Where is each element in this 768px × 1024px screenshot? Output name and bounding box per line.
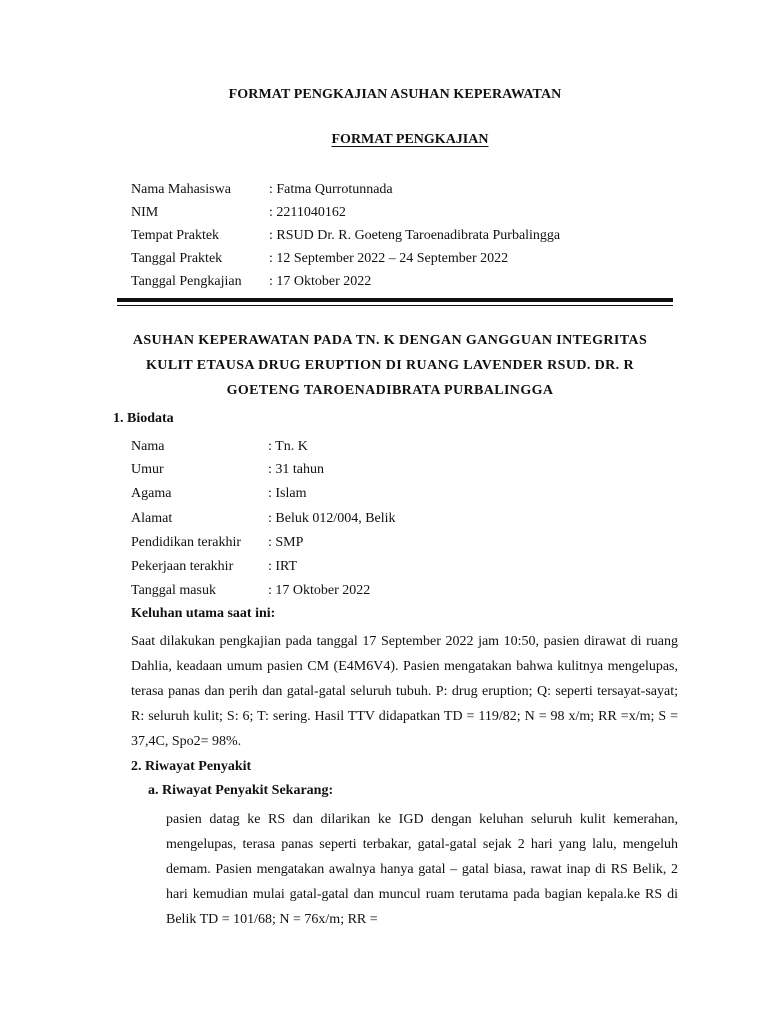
divider-thick (117, 298, 673, 302)
student-info-value: : Fatma Qurrotunnada (269, 182, 393, 197)
biodata-value: : IRT (268, 559, 298, 574)
biodata-label: Umur (131, 462, 164, 477)
document-title: FORMAT PENGKAJIAN ASUHAN KEPERAWATAN (228, 87, 562, 102)
biodata-row (131, 435, 396, 458)
biodata-value: : SMP (268, 535, 304, 550)
biodata-row (131, 579, 396, 603)
student-info-row (131, 201, 560, 224)
biodata-label: Agama (131, 486, 172, 501)
biodata-value: : Beluk 012/004, Belik (268, 511, 396, 526)
case-heading (100, 328, 680, 403)
student-info-label: Tanggal Praktek (131, 251, 223, 266)
keluhan-paragraph: Saat dilakukan pengkajian pada tanggal 17 September 2022 jam 10:50, pasien dirawat di ruang Dahlia, keadaan umum pasien CM (E4M6V4). Pasien mengatakan bahwa kulitnya mengelupas, terasa panas dan perih dan gatal-gatal seluruh tubuh. P: drug eruption; Q: seperti tersayat-sayat; R: seluruh kulit; S: 6; T: sering. Hasil TTV didapatkan TD = 119/82; N = 98 x/m; RR =x/m; S = 37,4C, Spo2= 98%. (131, 634, 678, 749)
document-subtitle (0, 132, 768, 148)
student-info-label: Tempat Praktek (131, 228, 220, 243)
biodata-label: Tanggal masuk (131, 583, 216, 598)
biodata-label: Nama (131, 439, 165, 454)
biodata-label: Pendidikan terakhir (131, 535, 242, 550)
biodata-value: : Tn. K (268, 439, 308, 454)
student-info-row (131, 247, 560, 270)
riwayat-sekarang-paragraph: pasien datag ke RS dan dilarikan ke IGD dengan keluhan seluruh kulit kemerahan, mengelupas, terasa panas seperti terbakar, gatal-gatal sejak 2 hari yang lalu, mengeluh demam. Pasien mengatakan awalnya hanya gatal – gatal biasa, rawat inap di RS Belik, 2 hari kemudian mulai gatal-gatal dan muncul ruam terutama pada bagian kepala.ke RS di Belik TD = 101/68; N = 76x/m; RR = (166, 812, 678, 927)
biodata-row (131, 506, 396, 531)
biodata-row (131, 531, 396, 555)
student-info-value: : 2211040162 (269, 205, 346, 220)
student-info-label: Nama Mahasiswa (131, 182, 231, 197)
student-info-label: Tanggal Pengkajian (131, 274, 242, 289)
student-info-value: : 12 September 2022 – 24 September 2022 (269, 251, 509, 266)
subsection-heading-riwayat-sekarang: a. Riwayat Penyakit Sekarang: (148, 783, 334, 798)
section-heading-biodata: 1. Biodata (113, 411, 174, 426)
document-subtitle-text: FORMAT PENGKAJIAN (331, 132, 489, 147)
biodata-value: : 31 tahun (268, 462, 324, 477)
biodata-block (131, 435, 396, 603)
case-heading-line: GOETENG TAROENADIBRATA PURBALINGGA (226, 383, 554, 398)
biodata-row (131, 481, 396, 506)
biodata-label: Pekerjaan terakhir (131, 559, 234, 574)
student-info-label: NIM (131, 205, 159, 220)
student-info-row (131, 270, 560, 293)
student-info-row (131, 224, 560, 247)
student-info-value: : 17 Oktober 2022 (269, 274, 372, 289)
section-heading-riwayat: 2. Riwayat Penyakit (131, 759, 252, 774)
biodata-label: Alamat (131, 511, 173, 526)
case-heading-line: ASUHAN KEPERAWATAN PADA TN. K DENGAN GANGGUAN INTEGRITAS (132, 333, 648, 348)
biodata-value: : 17 Oktober 2022 (268, 583, 371, 598)
student-info-block (131, 178, 560, 293)
biodata-row (131, 458, 396, 481)
divider-thin (117, 305, 673, 306)
student-info-value: : RSUD Dr. R. Goeteng Taroenadibrata Purbalingga (269, 228, 561, 243)
student-info-row (131, 178, 560, 201)
biodata-value: : Islam (268, 486, 307, 501)
case-heading-line: KULIT ETAUSA DRUG ERUPTION DI RUANG LAVENDER RSUD. DR. R (146, 358, 634, 373)
keluhan-heading: Keluhan utama saat ini: (131, 606, 276, 621)
biodata-row (131, 555, 396, 579)
